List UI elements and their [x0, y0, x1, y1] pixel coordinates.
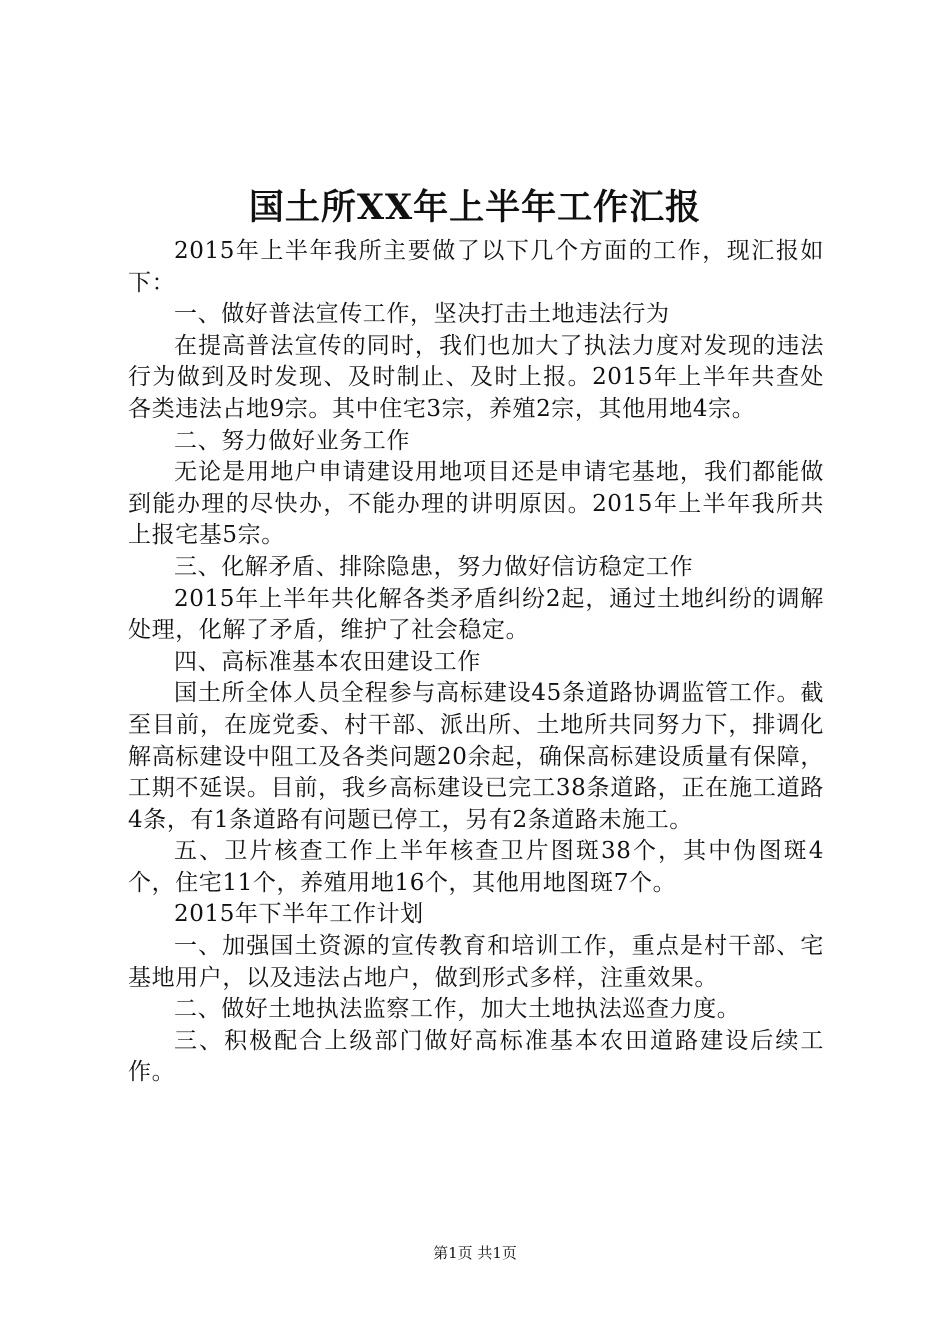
page-number-footer: 第1页 共1页	[433, 1244, 517, 1262]
document-title: 国土所XX年上半年工作汇报	[248, 187, 702, 228]
intro-paragraph: 2015年上半年我所主要做了以下几个方面的工作，现汇报如下：	[128, 238, 824, 296]
body-paragraph: 无论是用地户申请建设用地项目还是申请宅基地，我们都能做到能办理的尽快办，不能办理的讲明原因。2015年上半年我所共上报宅基5宗。	[128, 459, 824, 549]
section-heading: 一、做好普法宣传工作，坚决打击土地违法行为	[174, 301, 670, 328]
body-paragraph: 五、卫片核查工作上半年核查卫片图斑38个，其中伪图斑4个，住宅11个，养殖用地16个，其他用地图斑7个。	[128, 838, 824, 896]
section-heading: 三、化解矛盾、排除隐患，努力做好信访稳定工作	[174, 553, 694, 580]
body-paragraph: 2015年上半年共化解各类矛盾纠纷2起，通过土地纠纷的调解处理，化解了矛盾，维护了社会稳定。	[128, 585, 824, 644]
body-paragraph: 三、积极配合上级部门做好高标准基本农田道路建设后续工作。	[128, 1027, 824, 1086]
body-paragraph: 一、加强国土资源的宣传教育和培训工作，重点是村干部、宅基地用户，以及违法占地户，做到形式多样，注重效果。	[128, 933, 824, 991]
body-paragraph: 国土所全体人员全程参与高标建设45条道路协调监管工作。截至目前，在庞党委、村干部、派出所、土地所共同努力下，排调化解高标建设中阻工及各类问题20余起，确保高标建设质量有保障，工期不延误。目前，我乡高标建设已完工38条道路，正在施工道路4条，有1条道路有问题已停工，另有2条道路未施工。	[128, 680, 824, 833]
section-heading: 四、高标准基本农田建设工作	[174, 648, 481, 675]
body-paragraph: 在提高普法宣传的同时，我们也加大了执法力度对发现的违法行为做到及时发现、及时制止、及时上报。2015年上半年共查处各类违法占地9宗。其中住宅3宗，养殖2宗，其他用地4宗。	[128, 332, 824, 422]
document-body	[128, 236, 824, 1089]
section-heading: 二、努力做好业务工作	[174, 427, 410, 454]
section-heading: 二、做好土地执法监察工作，加大土地执法巡查力度。	[174, 996, 741, 1023]
section-heading: 2015年下半年工作计划	[174, 901, 424, 928]
